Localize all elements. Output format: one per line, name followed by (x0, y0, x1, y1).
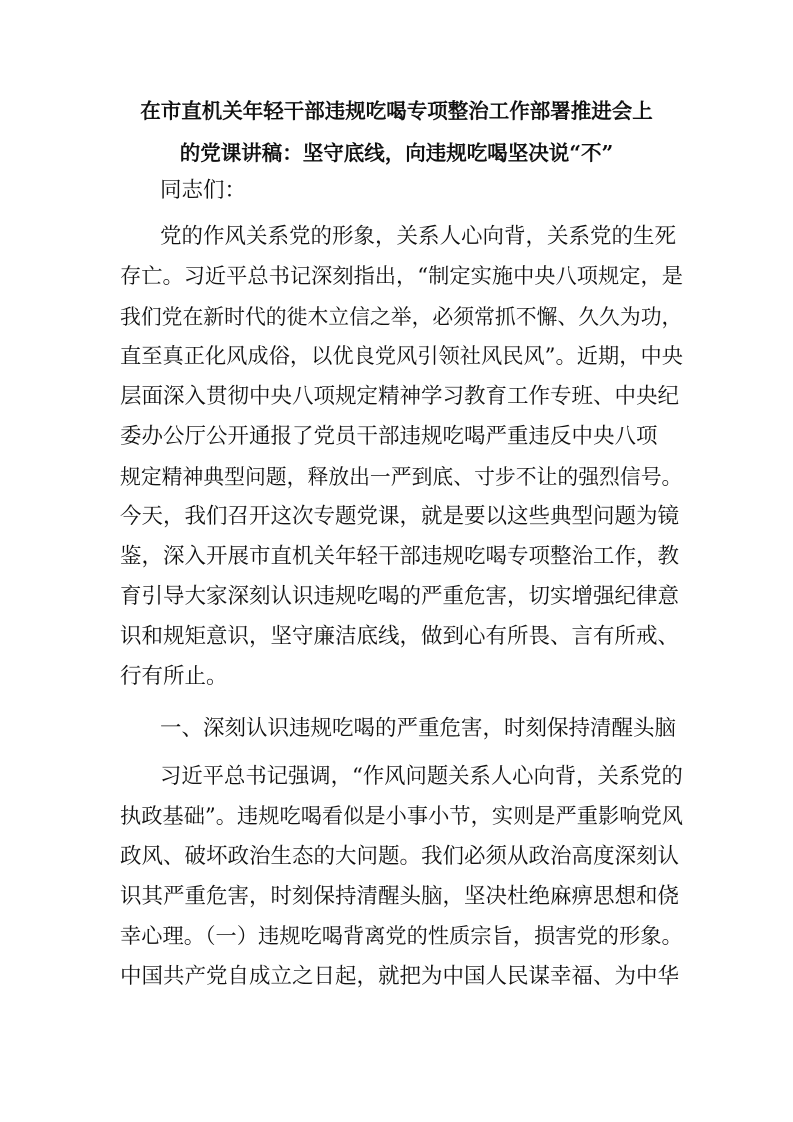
paragraph-line: 委办公厅公开通报了党员干部违规吃喝严重违反中央八项 (120, 424, 658, 449)
paragraph-line: 习近平总书记强调，“作风问题关系人心向背，关系党的 (160, 764, 683, 789)
paragraph-line: 规定精神典型问题，释放出一严到底、寸步不让的强烈信号。 (120, 465, 683, 489)
paragraph-line: 识和规矩意识，坚守廉洁底线，做到心有所畏、言有所戒、 (120, 624, 680, 649)
paragraph-line: 中国共产党自成立之日起，就把为中国人民谋幸福、为中华 (120, 964, 680, 989)
paragraph-line: 育引导大家深刻认识违规吃喝的严重危害，切实增强纪律意 (120, 584, 680, 609)
section-heading-1: 一、深刻认识违规吃喝的严重危害，时刻保持清醒头脑 (160, 716, 677, 741)
paragraph-line: 存亡。习近平总书记深刻指出，“制定实施中央八项规定，是 (120, 264, 683, 289)
paragraph-line: 识其严重危害，时刻保持清醒头脑，坚决杜绝麻痹思想和侥 (120, 884, 680, 909)
paragraph-line: 层面深入贯彻中央八项规定精神学习教育工作专班、中央纪 (120, 384, 680, 409)
paragraph-line: 行有所止。 (120, 664, 228, 689)
paragraph-line: 执政基础”。违规吃喝看似是小事小节，实则是严重影响党风 (120, 804, 683, 829)
paragraph-line: 幸心理。（一）违规吃喝背离党的性质宗旨，损害党的形象。 (120, 924, 683, 949)
document-title-line-1: 在市直机关年轻干部违规吃喝专项整治工作部署推进会上 (140, 99, 653, 123)
paragraph-line: 党的作风关系党的形象，关系人心向背，关系党的生死 (160, 224, 677, 249)
paragraph-line: 我们党在新时代的徙木立信之举，必须常抓不懈、久久为功， (120, 305, 683, 329)
salutation: 同志们： (160, 178, 247, 203)
paragraph-line: 今天，我们召开这次专题党课，就是要以这些典型问题为镜 (120, 504, 680, 529)
paragraph-line: 政风、破坏政治生态的大问题。我们必须从政治高度深刻认 (120, 844, 680, 869)
paragraph-line: 鉴，深入开展市直机关年轻干部违规吃喝专项整治工作，教 (120, 544, 680, 569)
document-title-line-2: 的党课讲稿：坚守底线，向违规吃喝坚决说“不” (179, 141, 614, 165)
paragraph-line: 直至真正化风成俗，以优良党风引领社风民风”。近期，中央 (120, 344, 683, 369)
